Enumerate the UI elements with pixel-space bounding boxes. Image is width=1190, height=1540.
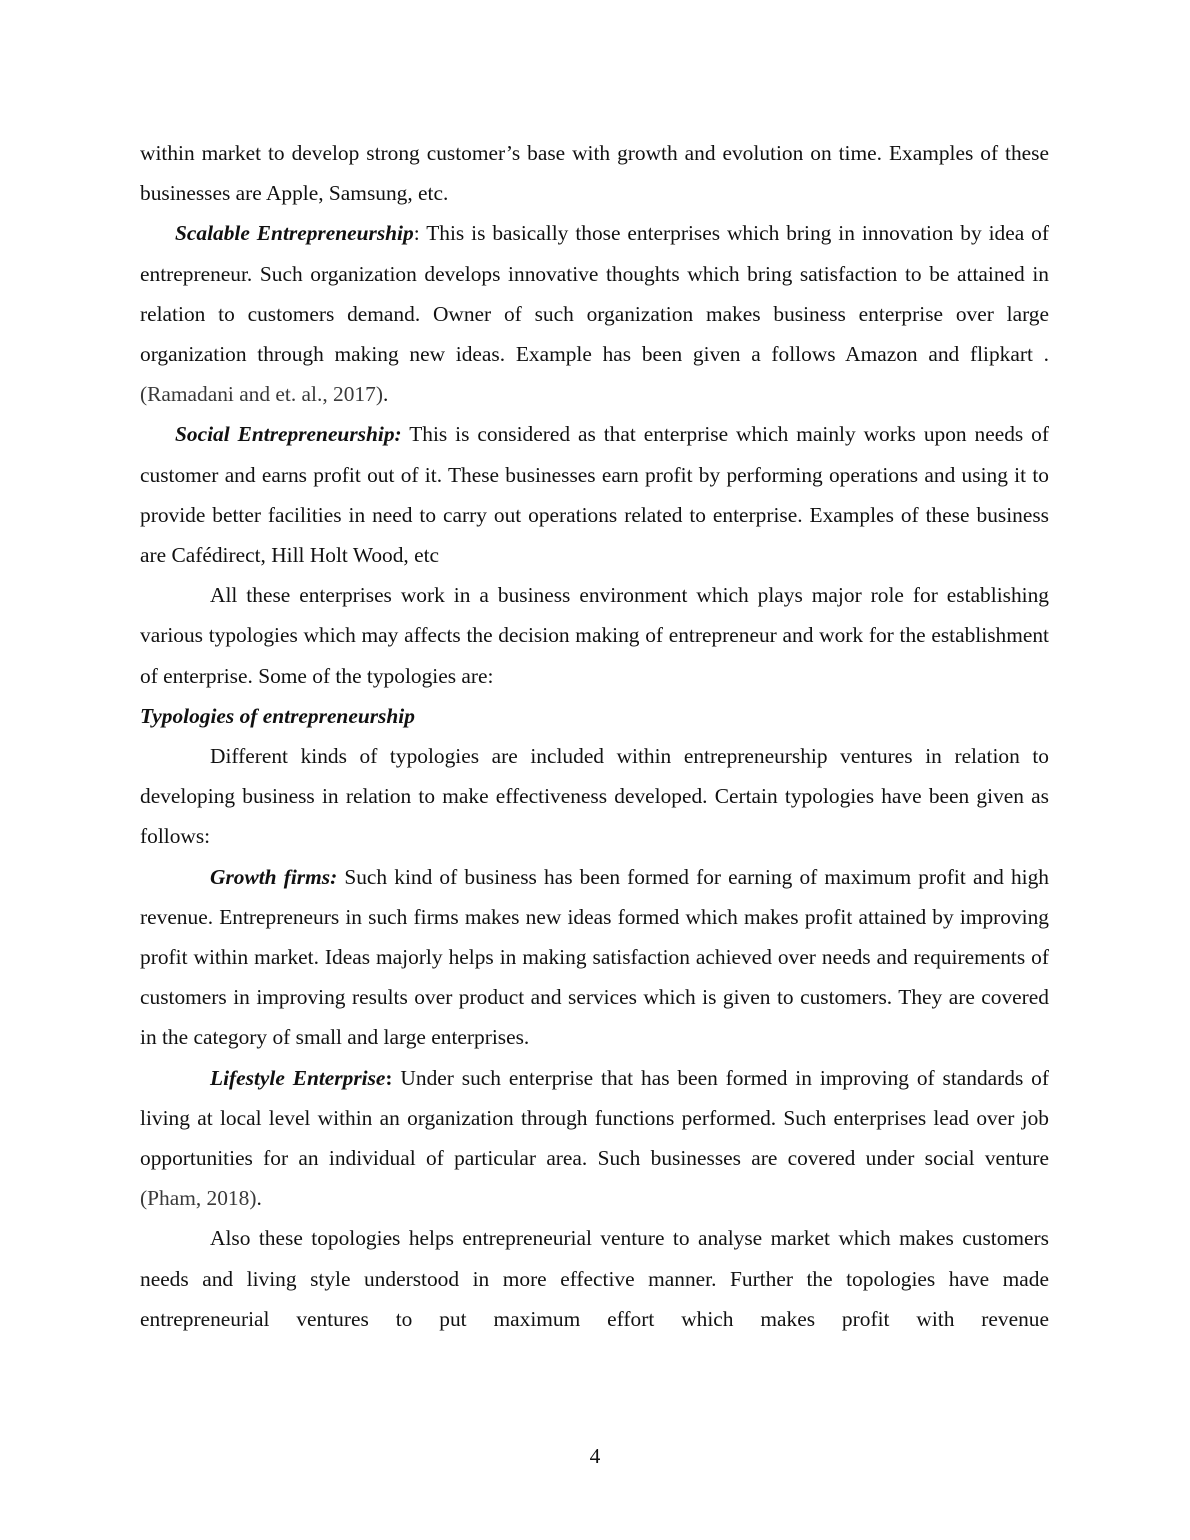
paragraph-text: Such kind of business has been formed for earning of maximum profit and high revenue. Entrepreneurs in such firms makes new ideas formed which makes profit attained by improving profit within market. Ideas majorly helps in making satisfaction achieved over needs and requirements of customers in improving results over product and services which is given to customers. They are covered in the category of small and large enterprises. <box>140 864 1049 1050</box>
paragraph-text: All these enterprises work in a business environment which plays major role for establishing various typologies which may affects the decision making of entrepreneur and work for the establishment of enterprise. Some of the typologies are: <box>140 583 1049 688</box>
paragraph-growth-firms <box>140 857 1049 1058</box>
paragraph-text: This is considered as that enterprise which mainly works upon needs of customer and earns profit out of it. These businesses earn profit by performing operations and using it to provide better facilities in need to carry out operations related to enterprise. Examples of these business are Cafédirect, Hill Holt Wood, etc <box>140 422 1050 568</box>
term-colon: : <box>385 1065 393 1090</box>
paragraph-tail: . <box>382 382 389 407</box>
term-lifestyle-enterprise: Lifestyle Enterprise <box>210 1065 386 1090</box>
term-growth-firms: Growth firms: <box>210 864 338 889</box>
paragraph-business-environment <box>140 575 1049 696</box>
page-number: 4 <box>589 1444 601 1468</box>
paragraph-text: Different kinds of typologies are included within entrepreneurship ventures in relation to developing business in relation to make effectiveness developed. Certain typologies have been given as follows: <box>140 744 1049 849</box>
paragraph-scalable-entrepreneurship <box>140 213 1049 414</box>
paragraph-tail: . <box>256 1186 262 1211</box>
paragraph-text: Under such enterprise that has been formed in improving of standards of living at local level within an organization through functions performed. Such enterprises lead over job opportunities for an individual of particular area. Such businesses are covered under social venture <box>140 1065 1050 1171</box>
paragraph-lifestyle-enterprise <box>140 1058 1049 1219</box>
page-body <box>140 133 1049 1339</box>
paragraph-typologies-intro <box>140 736 1049 857</box>
paragraph-social-entrepreneurship <box>140 414 1049 575</box>
paragraph-text: within market to develop strong customer’s base with growth and evolution on time. Examples of these businesses are Apple, Samsung, etc. <box>140 141 1049 206</box>
paragraph-text: : This is basically those enterprises which bring in innovation by idea of entrepreneur. Such organization develops innovative thoughts which bring satisfaction to be attained in relation to customers demand. Owner of such organization makes business enterprise over large organization through making new ideas. Example has been given a follows Amazon and flipkart . <box>140 221 1049 367</box>
citation-ramadani: (Ramadani and et. al., 2017) <box>140 382 383 407</box>
term-social-entrepreneurship: Social Entrepreneurship: <box>175 422 402 447</box>
paragraph-topologies-effect <box>140 1218 1049 1339</box>
term-scalable-entrepreneurship: Scalable Entrepreneurship <box>175 221 414 246</box>
citation-pham: (Pham, 2018) <box>140 1186 257 1211</box>
paragraph-intro-continuation <box>140 133 1049 213</box>
paragraph-text: Also these topologies helps entrepreneurial venture to analyse market which makes customers needs and living style understood in more effective manner. Further the topologies have made entrepreneurial ventures to put maximum effort which makes profit with revenue <box>140 1226 1049 1331</box>
section-heading-typologies: Typologies of entrepreneurship <box>140 703 415 728</box>
